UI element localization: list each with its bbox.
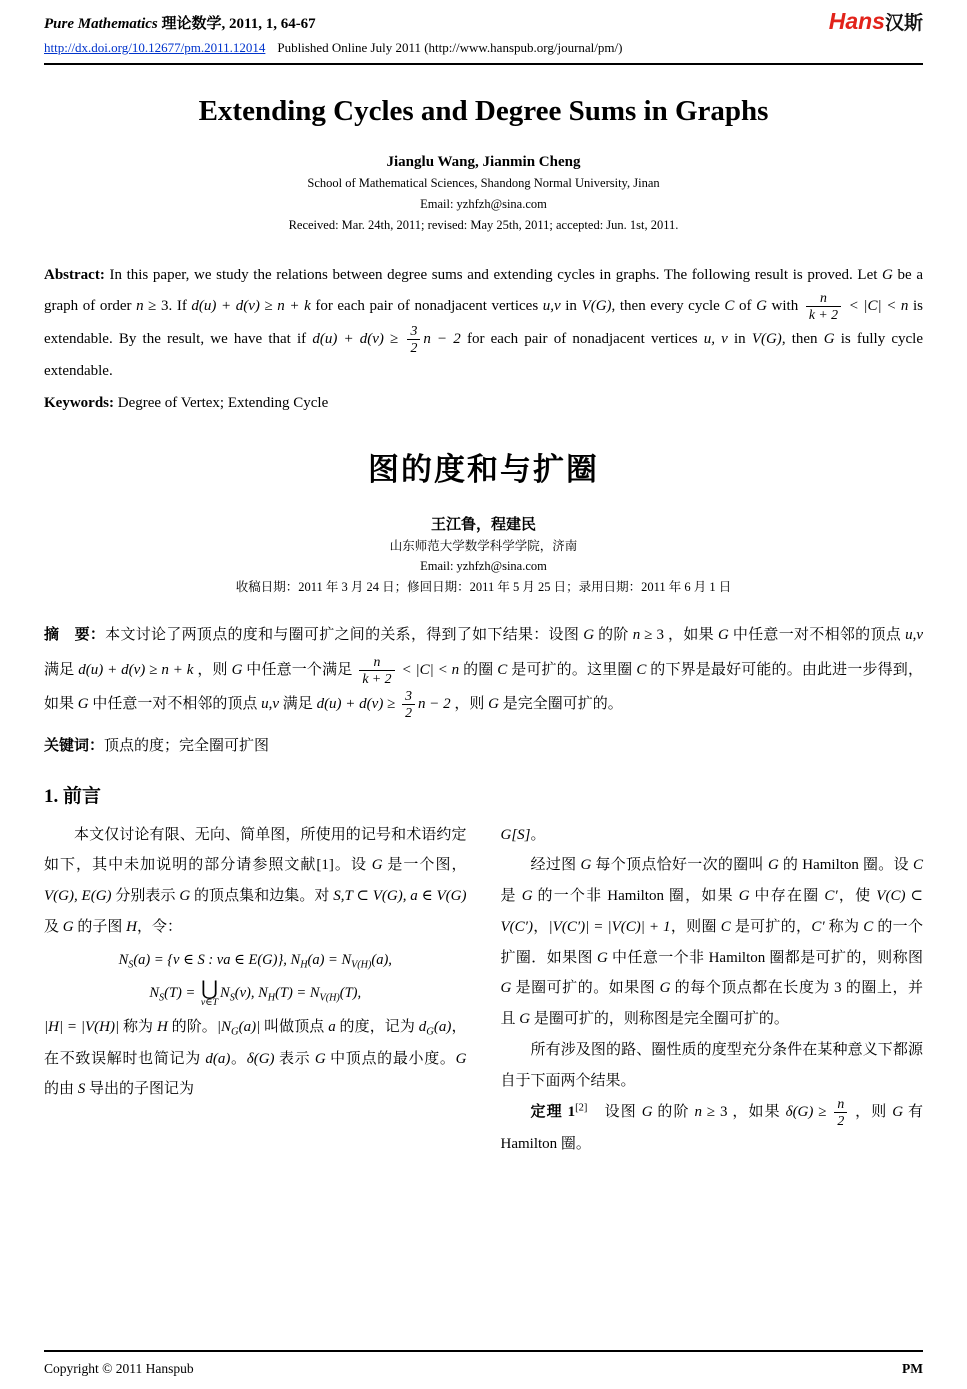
math-run: a — [328, 1019, 336, 1036]
text-run: for each pair of nonadjacent vertices — [460, 330, 704, 347]
math-run: d(u) + d(v) ≥ — [312, 330, 405, 347]
math-run: (a) = N — [307, 951, 352, 968]
math-run: G — [583, 627, 595, 644]
text-run: 的度，记为 — [335, 1019, 419, 1036]
text-run: 导出的子图记为 — [85, 1081, 195, 1098]
text-run: in — [727, 330, 752, 347]
fraction — [806, 290, 841, 323]
paragraph — [44, 820, 467, 943]
math-run: G — [738, 888, 750, 905]
text-run: 是可扩的， — [730, 918, 812, 935]
bold-run: 定理 1 — [530, 1104, 576, 1121]
math-run: |V(C′)| = |V(C)| + 1 — [548, 918, 671, 935]
text-run: is fully cycle extendable. — [44, 330, 923, 379]
text-run: 的阶 — [594, 627, 633, 644]
keywords-label-en: Keywords: — [44, 394, 114, 411]
math-run: |H| = |V(H)| — [44, 1019, 120, 1036]
text-run: 中顶点的最小度。 — [325, 1050, 456, 1067]
text-run: 每个顶点恰好一次的圈叫 — [591, 857, 768, 874]
text-run: 中任意一对不相邻的顶点 — [728, 627, 906, 644]
math-run: δ(G) — [246, 1050, 275, 1067]
math-run: G — [62, 918, 74, 935]
hans-logo — [829, 8, 923, 35]
math-run: (T) = — [164, 985, 199, 1002]
math-run: G[S] — [500, 826, 531, 843]
text-run: , then every cycle — [611, 298, 725, 315]
text-run: 的圈 — [459, 661, 498, 678]
abstract-en — [44, 260, 923, 387]
text-run: 本文讨论了两顶点的度和与圈可扩之间的关系，得到了如下结果：设图 — [105, 627, 584, 644]
math-run: G — [314, 1050, 326, 1067]
display-equation-2 — [44, 979, 467, 1009]
math-run: d(u) + d(v) ≥ n + k — [78, 661, 194, 678]
text-run: 的子图 — [73, 918, 127, 935]
math-run: (a), — [371, 951, 392, 968]
text-run: ，则 — [850, 1104, 893, 1121]
superscript: [2] — [575, 1102, 588, 1114]
text-run: 的一个非 Hamilton 圈，如果 — [532, 888, 739, 905]
text-run: ，则圈 — [670, 918, 721, 935]
text-run: is extendable. By the result, we have that if — [44, 298, 924, 347]
fraction-denominator: k + 2 — [359, 670, 394, 687]
math-run: V(G), E(G) — [44, 888, 112, 905]
text-run: 中任意一个满足 — [242, 661, 357, 678]
fraction-numerator: n — [837, 1096, 845, 1112]
text-run: with — [766, 298, 803, 315]
text-run: 分别表示 — [111, 888, 180, 905]
subscript: G — [231, 1027, 239, 1039]
math-run: d(u) + d(v) ≥ n + k — [191, 298, 311, 315]
authors-cn: 王江鲁，程建民 — [430, 516, 536, 533]
display-equation-1 — [44, 946, 467, 976]
math-run: N — [149, 985, 160, 1002]
text-run: in — [560, 298, 582, 315]
math-run: G — [500, 980, 512, 997]
fraction-numerator: 3 — [405, 688, 412, 704]
subscript: V(H) — [351, 959, 372, 971]
text-run: ≥ 3 ，如果 — [640, 627, 718, 644]
hans-logo-cn: 汉斯 — [884, 13, 923, 34]
text-run: 所有涉及图的路、圈性质的度型充分条件在某种意义下都源自于下面两个结果。 — [500, 1041, 923, 1089]
math-run: u,v — [905, 627, 923, 644]
paper-title-en: Extending Cycles and Degree Sums in Graphs — [198, 95, 769, 127]
text-run: 中存在圈 — [749, 888, 825, 905]
text-run: for each pair of nonadjacent vertices — [310, 298, 543, 315]
authors-en: Jianglu Wang, Jianmin Cheng — [386, 154, 581, 170]
text-run: 中任意一对不相邻的顶点 — [88, 696, 262, 713]
doi-link[interactable]: http://dx.doi.org/10.12677/pm.2011.12014 — [44, 40, 266, 55]
math-run: G — [597, 949, 608, 966]
text-run: 本文仅讨论有限、无向、简单图，所使用的记号和术语约定如下，其中未加说明的部分请参照文献[1]。设 — [44, 826, 467, 874]
math-run: C — [863, 918, 874, 935]
text-run: 的阶。 — [167, 1019, 217, 1036]
text-run: 满足 — [44, 661, 79, 678]
text-run: 称为 — [119, 1019, 157, 1036]
math-run: H — [156, 1019, 168, 1036]
text-run: 的 Hamilton 圈。设 — [778, 857, 913, 874]
math-run: d — [418, 1019, 427, 1036]
journal-abbrev: PM — [902, 1361, 923, 1376]
publication-line — [44, 40, 923, 56]
copyright-text: Copyright © 2011 Hanspub — [44, 1361, 194, 1376]
math-run: C — [912, 857, 923, 874]
math-run: (a) — [433, 1019, 452, 1036]
text-run: 的每个顶点都在长度为 3 的圈上，并且 — [500, 980, 923, 1028]
keywords-label-cn: 关键词： — [44, 737, 105, 754]
text-run: ， — [532, 918, 549, 935]
math-run: C′ — [811, 918, 825, 935]
keywords-text-en: Degree of Vertex; Extending Cycle — [114, 394, 329, 411]
published-online-text: Published Online July 2011 (http://www.hanspub.org/journal/pm/) — [277, 40, 623, 55]
subscript: H — [300, 959, 308, 971]
subscript: V(H) — [319, 992, 340, 1004]
text-run: 是一个图， — [382, 857, 467, 874]
math-run: < |C| < n — [844, 298, 909, 315]
header-divider — [44, 63, 923, 65]
text-run: ，令： — [136, 918, 182, 935]
paragraph — [501, 820, 924, 851]
fraction — [402, 688, 415, 721]
math-run: G — [77, 696, 89, 713]
math-run: G — [717, 627, 729, 644]
paper-title-cn: 图的度和与扩圈 — [368, 451, 599, 487]
footer-row — [44, 1361, 923, 1377]
text-run: 是圈可扩的，则称图是完全圈可扩的。 — [530, 1011, 789, 1028]
subscript: G — [426, 1027, 434, 1039]
math-run: G — [231, 661, 243, 678]
subscript: S — [229, 992, 235, 1004]
email-en: Email: yzhfzh@sina.com — [420, 196, 547, 211]
text-run: 是圈可扩的。如果图 — [511, 980, 660, 997]
subscript: S — [159, 992, 165, 1004]
text-run: 叫做顶点 — [260, 1019, 329, 1036]
math-run: C′ — [824, 888, 838, 905]
journal-name: Pure Mathematics — [44, 16, 158, 32]
text-run: 满足 — [279, 696, 317, 713]
header-top-row — [44, 8, 923, 35]
math-run: d(u) + d(v) ≥ — [316, 696, 400, 713]
math-run: G — [659, 980, 671, 997]
math-run: u, v — [703, 330, 728, 347]
math-run: S — [77, 1081, 86, 1098]
text-run: ≥ 3. If — [143, 298, 192, 315]
math-run: G — [521, 888, 533, 905]
text-run: 的阶 — [652, 1104, 695, 1121]
two-column-body — [44, 820, 923, 1160]
math-run: (v), N — [234, 985, 268, 1002]
fraction-numerator: 3 — [410, 323, 418, 339]
received-dates-en: Received: Mar. 24th, 2011; revised: May 25th, 2011; accepted: Jun. 1st, 2011. — [288, 217, 679, 232]
abstract-cn — [44, 618, 923, 722]
math-run: G — [823, 330, 835, 347]
text-run: 有 Hamilton 圈。 — [500, 1104, 923, 1153]
math-run: G — [455, 1050, 467, 1067]
hans-logo-en: Hans — [828, 8, 885, 34]
keywords-cn — [44, 734, 923, 755]
text-run: ，则 — [193, 661, 232, 678]
math-run: G — [488, 696, 499, 713]
math-run: V(G) — [751, 330, 782, 347]
text-run: 及 — [44, 918, 63, 935]
page-footer — [44, 1350, 923, 1377]
math-run: S,T ⊂ V(G), a ∈ V(G) — [333, 888, 467, 905]
journal-title-line — [44, 8, 316, 33]
text-run: ，则 — [450, 696, 489, 713]
text-run: 称为 — [824, 918, 864, 935]
received-dates-cn: 收稿日期：2011 年 3 月 24 日；修回日期：2011 年 5 月 25 日；录用日期：2011 年 6 月 1 日 — [235, 580, 732, 595]
text-run: 。 — [230, 1050, 247, 1067]
bold-run: Abstract: — [44, 266, 105, 283]
math-run: V(G) — [581, 298, 612, 315]
left-column — [44, 820, 467, 1160]
math-run: (a)| — [238, 1019, 261, 1036]
math-run: C — [636, 661, 647, 678]
math-run: n — [694, 1104, 703, 1121]
text-run: In this paper, we study the relations between degree sums and extending cycles in graphs. The following result is proved. Let — [104, 266, 883, 283]
math-run: n — [136, 298, 144, 315]
text-run: 的顶点集和边集。对 — [190, 888, 334, 905]
text-run: ≥ 3 ，如果 — [702, 1104, 786, 1121]
text-run: , then — [781, 330, 824, 347]
math-run: n − 2 — [423, 330, 461, 347]
footer-divider — [44, 1350, 923, 1352]
text-run: be a graph of order — [44, 266, 923, 315]
text-run: of — [734, 298, 757, 315]
math-run: G — [767, 857, 779, 874]
subscript: S — [128, 959, 134, 971]
math-run: G — [519, 1011, 531, 1028]
math-run: V(C) ⊂ V(C′) — [500, 888, 923, 935]
affiliation-cn: 山东师范大学数学科学学院，济南 — [389, 538, 578, 553]
theorem-1-paragraph — [501, 1096, 924, 1159]
union-icon: ⋃ — [201, 978, 218, 1001]
math-run: G — [371, 857, 383, 874]
journal-issue-info: 理论数学, 2011, 1, 64-67 — [157, 16, 316, 32]
bold-run: 摘 要： — [44, 627, 106, 644]
fraction-numerator: n — [819, 290, 827, 306]
math-run: d(a) — [205, 1050, 231, 1067]
math-run: δ(G) ≥ — [785, 1104, 832, 1121]
math-run: G — [756, 298, 767, 315]
right-column — [501, 820, 924, 1160]
math-run: n — [632, 627, 641, 644]
math-run: |N — [216, 1019, 231, 1036]
text-run: ，使 — [837, 888, 877, 905]
paragraph — [44, 1012, 467, 1105]
math-run: G — [641, 1104, 653, 1121]
paragraph — [501, 850, 924, 1035]
text-run: 的由 — [44, 1081, 78, 1098]
text-run: 中任意一个非 Hamilton 圈都是可扩的，则称图 — [607, 949, 923, 966]
text-run: 的下界是最好可能的。由此进一步得到，如果 — [44, 661, 923, 713]
fraction-denominator: k + 2 — [806, 306, 841, 323]
fraction-denominator: 2 — [402, 704, 415, 721]
text-run: 是可扩的。这里圈 — [507, 661, 637, 678]
fraction — [834, 1096, 847, 1129]
math-run: G — [179, 888, 191, 905]
fraction — [407, 323, 420, 356]
text-run: 是完全圈可扩的。 — [498, 696, 623, 713]
text-run: 的一个扩圈．如果图 — [500, 918, 923, 966]
math-run: N — [220, 985, 230, 1002]
keywords-text-cn: 顶点的度；完全圈可扩图 — [104, 737, 270, 754]
math-run: C — [724, 298, 735, 315]
affiliation-en: School of Mathematical Sciences, Shandong Normal University, Jinan — [307, 176, 660, 190]
keywords-en — [44, 395, 923, 412]
math-run: (T), — [339, 985, 362, 1002]
union-underscript: v∈T — [200, 997, 219, 1009]
math-run: N — [118, 951, 129, 968]
math-run: G — [580, 857, 592, 874]
fraction-numerator: n — [373, 653, 381, 669]
text-run: 设图 — [587, 1104, 642, 1121]
math-run: H — [126, 918, 137, 935]
math-run: C — [720, 918, 731, 935]
fraction-denominator: 2 — [834, 1112, 847, 1129]
subscript: H — [267, 992, 276, 1004]
paragraph — [501, 1035, 924, 1097]
section-1-heading: 1. 前言 — [44, 785, 102, 807]
math-run: u,v — [542, 298, 561, 315]
math-run: u,v — [261, 696, 280, 713]
math-run: < |C| < n — [397, 661, 460, 678]
email-cn: Email: yzhfzh@sina.com — [420, 559, 547, 574]
text-run: 表示 — [274, 1050, 315, 1067]
math-run: (a) = {v ∈ S : va ∈ E(G)}, N — [133, 951, 301, 968]
math-run: G — [882, 266, 893, 283]
math-run: n − 2 — [417, 696, 451, 713]
text-run: ，在不致误解时也简记为 — [44, 1019, 467, 1067]
math-run: (T) = N — [275, 985, 320, 1002]
text-run: 是 — [500, 888, 522, 905]
fraction-denominator: 2 — [407, 339, 420, 356]
text-run: 。 — [530, 826, 546, 843]
fraction — [359, 654, 394, 687]
page-header — [44, 8, 923, 65]
math-run: C — [497, 661, 508, 678]
math-run: G — [892, 1104, 904, 1121]
big-union-operator — [201, 979, 218, 1008]
text-run: 经过图 — [530, 857, 581, 874]
